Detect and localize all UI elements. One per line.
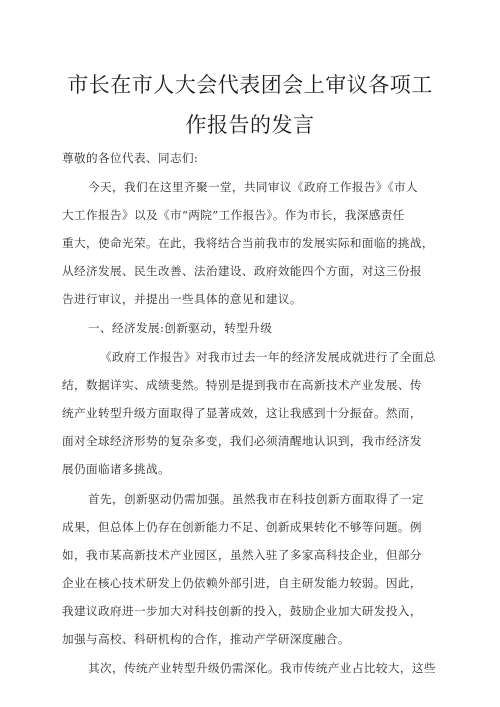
paragraph-line: 展仍面临诸多挑战。	[62, 462, 170, 476]
paragraph-line: 统产业转型升级方面取得了显著成效，这让我感到十分振奋。然而，	[62, 406, 422, 420]
salutation: 尊敬的各位代表、同志们:	[62, 151, 199, 165]
paragraph-line: 今天，我们在这里齐聚一堂，共同审议《政府工作报告》《市人	[88, 180, 419, 194]
paragraph-line: 重大，使命光荣。在此，我将结合当前我市的发展实际和面临的挑战，	[62, 236, 434, 250]
document-title-line-1: 市长在市人大会代表团会上审议各项工	[67, 73, 433, 97]
section-heading: 一、经济发展:创新驱动，转型升级	[88, 321, 273, 335]
paragraph-line: 《政府工作报告》对我市过去一年的经济发展成就进行了全面总	[100, 350, 436, 364]
paragraph-line: 我建议政府进一步加大对科技创新的投入，鼓励企业加大研发投入，	[62, 604, 422, 618]
paragraph-line: 告进行审议，并提出一些具体的意见和建议。	[62, 292, 302, 306]
paragraph-line: 成果，但总体上仍存在创新能力不足、创新成果转化不够等问题。例	[62, 520, 422, 534]
paragraph-line: 其次，传统产业转型升级仍需深化。我市传统产业占比较大，这些	[88, 661, 436, 675]
paragraph-line: 首先，创新驱动仍需加强。虽然我市在科技创新方面取得了一定	[88, 492, 424, 506]
paragraph-line: 结，数据详实、成绩斐然。特别是提到我市在高新技术产业发展、传	[62, 378, 422, 392]
paragraph-line: 大工作报告》以及《市“两院”工作报告》。作为市长，我深感责任	[62, 208, 405, 222]
document-title-line-2: 作报告的发言	[185, 113, 315, 137]
paragraph-line: 从经济发展、民生改善、法治建设、政府效能四个方面，对这三份报	[62, 264, 422, 278]
paragraph-line: 如，我市某高新技术产业园区，虽然入驻了多家高科技企业，但部分	[62, 548, 422, 562]
paragraph-line: 面对全球经济形势的复杂多变，我们必须清醒地认识到，我市经济发	[62, 434, 422, 448]
paragraph-line: 加强与高校、科研机构的合作，推动产学研深度融合。	[62, 632, 350, 646]
paragraph-line: 企业在核心技术研发上仍依赖外部引进，自主研发能力较弱。因此，	[62, 576, 422, 590]
